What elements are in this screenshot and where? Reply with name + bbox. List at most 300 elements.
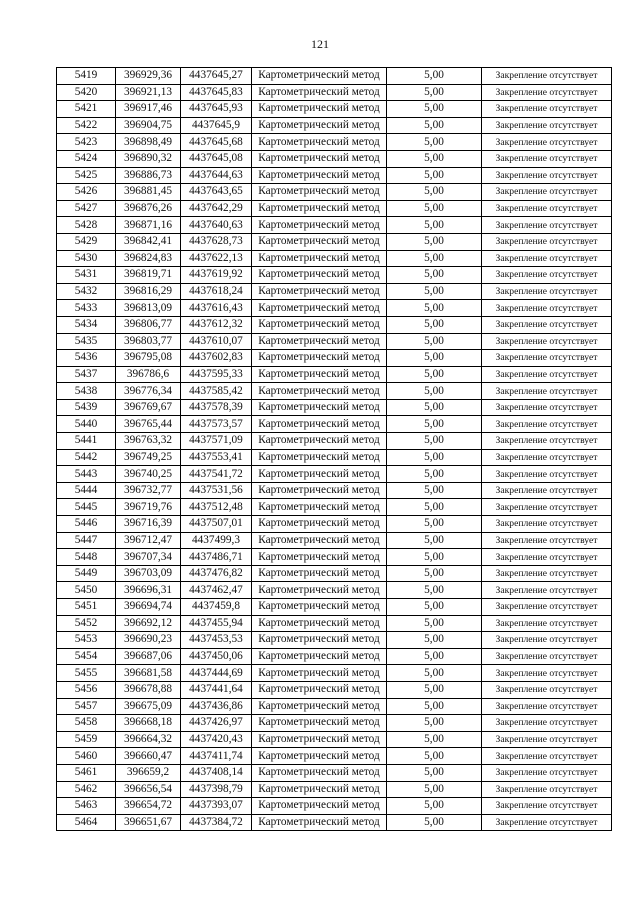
y-coordinate-cell: 4437441,64 <box>181 681 252 698</box>
table-row <box>57 516 612 533</box>
table-row <box>57 283 612 300</box>
method-cell: Картометрический метод <box>252 648 387 665</box>
y-coordinate-cell: 4437645,27 <box>181 68 252 85</box>
table-row <box>57 134 612 151</box>
point-number-cell: 5437 <box>57 366 116 383</box>
point-number-cell: 5430 <box>57 250 116 267</box>
table-row <box>57 565 612 582</box>
point-number-cell: 5435 <box>57 333 116 350</box>
status-cell: Закрепление отсутствует <box>482 167 612 184</box>
x-coordinate-cell: 396786,6 <box>116 366 181 383</box>
y-coordinate-cell: 4437499,3 <box>181 532 252 549</box>
x-coordinate-cell: 396819,71 <box>116 267 181 284</box>
table-row <box>57 300 612 317</box>
point-number-cell: 5448 <box>57 549 116 566</box>
method-cell: Картометрический метод <box>252 615 387 632</box>
status-cell: Закрепление отсутствует <box>482 798 612 815</box>
y-coordinate-cell: 4437444,69 <box>181 665 252 682</box>
status-cell: Закрепление отсутствует <box>482 499 612 516</box>
method-cell: Картометрический метод <box>252 267 387 284</box>
x-coordinate-cell: 396803,77 <box>116 333 181 350</box>
method-cell: Картометрический метод <box>252 101 387 118</box>
y-coordinate-cell: 4437610,07 <box>181 333 252 350</box>
accuracy-cell: 5,00 <box>387 599 482 616</box>
y-coordinate-cell: 4437628,73 <box>181 233 252 250</box>
accuracy-cell: 5,00 <box>387 316 482 333</box>
y-coordinate-cell: 4437398,79 <box>181 781 252 798</box>
status-cell: Закрепление отсутствует <box>482 84 612 101</box>
status-cell: Закрепление отсутствует <box>482 516 612 533</box>
x-coordinate-cell: 396917,46 <box>116 101 181 118</box>
method-cell: Картометрический метод <box>252 781 387 798</box>
x-coordinate-cell: 396813,09 <box>116 300 181 317</box>
y-coordinate-cell: 4437455,94 <box>181 615 252 632</box>
method-cell: Картометрический метод <box>252 366 387 383</box>
method-cell: Картометрический метод <box>252 383 387 400</box>
x-coordinate-cell: 396696,31 <box>116 582 181 599</box>
y-coordinate-cell: 4437585,42 <box>181 383 252 400</box>
y-coordinate-cell: 4437573,57 <box>181 416 252 433</box>
x-coordinate-cell: 396675,09 <box>116 698 181 715</box>
x-coordinate-cell: 396929,36 <box>116 68 181 85</box>
status-cell: Закрепление отсутствует <box>482 117 612 134</box>
y-coordinate-cell: 4437507,01 <box>181 516 252 533</box>
x-coordinate-cell: 396664,32 <box>116 731 181 748</box>
method-cell: Картометрический метод <box>252 433 387 450</box>
point-number-cell: 5447 <box>57 532 116 549</box>
status-cell: Закрепление отсутствует <box>482 350 612 367</box>
accuracy-cell: 5,00 <box>387 731 482 748</box>
table-row <box>57 117 612 134</box>
accuracy-cell: 5,00 <box>387 68 482 85</box>
status-cell: Закрепление отсутствует <box>482 316 612 333</box>
status-cell: Закрепление отсутствует <box>482 300 612 317</box>
table-row <box>57 499 612 516</box>
table-row <box>57 549 612 566</box>
x-coordinate-cell: 396876,26 <box>116 200 181 217</box>
method-cell: Картометрический метод <box>252 665 387 682</box>
x-coordinate-cell: 396703,09 <box>116 565 181 582</box>
status-cell: Закрепление отсутствует <box>482 433 612 450</box>
x-coordinate-cell: 396890,32 <box>116 150 181 167</box>
accuracy-cell: 5,00 <box>387 267 482 284</box>
accuracy-cell: 5,00 <box>387 648 482 665</box>
method-cell: Картометрический метод <box>252 150 387 167</box>
status-cell: Закрепление отсутствует <box>482 582 612 599</box>
y-coordinate-cell: 4437645,93 <box>181 101 252 118</box>
accuracy-cell: 5,00 <box>387 250 482 267</box>
page-number: 121 <box>311 37 329 51</box>
status-cell: Закрепление отсутствует <box>482 333 612 350</box>
y-coordinate-cell: 4437553,41 <box>181 449 252 466</box>
accuracy-cell: 5,00 <box>387 798 482 815</box>
table-row <box>57 233 612 250</box>
accuracy-cell: 5,00 <box>387 715 482 732</box>
method-cell: Картометрический метод <box>252 731 387 748</box>
y-coordinate-cell: 4437645,9 <box>181 117 252 134</box>
table-row <box>57 615 612 632</box>
status-cell: Закрепление отсутствует <box>482 482 612 499</box>
point-number-cell: 5457 <box>57 698 116 715</box>
accuracy-cell: 5,00 <box>387 150 482 167</box>
x-coordinate-cell: 396716,39 <box>116 516 181 533</box>
x-coordinate-cell: 396719,76 <box>116 499 181 516</box>
y-coordinate-cell: 4437459,8 <box>181 599 252 616</box>
x-coordinate-cell: 396806,77 <box>116 316 181 333</box>
method-cell: Картометрический метод <box>252 449 387 466</box>
y-coordinate-cell: 4437645,08 <box>181 150 252 167</box>
point-number-cell: 5455 <box>57 665 116 682</box>
y-coordinate-cell: 4437436,86 <box>181 698 252 715</box>
x-coordinate-cell: 396749,25 <box>116 449 181 466</box>
x-coordinate-cell: 396707,34 <box>116 549 181 566</box>
table-row <box>57 798 612 815</box>
y-coordinate-cell: 4437618,24 <box>181 283 252 300</box>
method-cell: Картометрический метод <box>252 399 387 416</box>
method-cell: Картометрический метод <box>252 632 387 649</box>
method-cell: Картометрический метод <box>252 217 387 234</box>
point-number-cell: 5456 <box>57 681 116 698</box>
x-coordinate-cell: 396651,67 <box>116 814 181 831</box>
point-number-cell: 5454 <box>57 648 116 665</box>
method-cell: Картометрический метод <box>252 466 387 483</box>
point-number-cell: 5451 <box>57 599 116 616</box>
accuracy-cell: 5,00 <box>387 764 482 781</box>
y-coordinate-cell: 4437462,47 <box>181 582 252 599</box>
method-cell: Картометрический метод <box>252 333 387 350</box>
accuracy-cell: 5,00 <box>387 615 482 632</box>
table-row <box>57 250 612 267</box>
accuracy-cell: 5,00 <box>387 549 482 566</box>
method-cell: Картометрический метод <box>252 715 387 732</box>
status-cell: Закрепление отсутствует <box>482 781 612 798</box>
status-cell: Закрепление отсутствует <box>482 648 612 665</box>
table-row <box>57 267 612 284</box>
y-coordinate-cell: 4437393,07 <box>181 798 252 815</box>
method-cell: Картометрический метод <box>252 117 387 134</box>
table-row <box>57 648 612 665</box>
point-number-cell: 5426 <box>57 184 116 201</box>
status-cell: Закрепление отсутствует <box>482 383 612 400</box>
status-cell: Закрепление отсутствует <box>482 549 612 566</box>
y-coordinate-cell: 4437642,29 <box>181 200 252 217</box>
accuracy-cell: 5,00 <box>387 532 482 549</box>
status-cell: Закрепление отсутствует <box>482 150 612 167</box>
table-row <box>57 632 612 649</box>
x-coordinate-cell: 396776,34 <box>116 383 181 400</box>
method-cell: Картометрический метод <box>252 84 387 101</box>
point-number-cell: 5423 <box>57 134 116 151</box>
x-coordinate-cell: 396660,47 <box>116 748 181 765</box>
method-cell: Картометрический метод <box>252 134 387 151</box>
table-row <box>57 84 612 101</box>
y-coordinate-cell: 4437411,74 <box>181 748 252 765</box>
table-row <box>57 217 612 234</box>
table-row <box>57 433 612 450</box>
status-cell: Закрепление отсутствует <box>482 731 612 748</box>
table-row <box>57 333 612 350</box>
accuracy-cell: 5,00 <box>387 366 482 383</box>
x-coordinate-cell: 396765,44 <box>116 416 181 433</box>
y-coordinate-cell: 4437602,83 <box>181 350 252 367</box>
point-number-cell: 5446 <box>57 516 116 533</box>
status-cell: Закрепление отсутствует <box>482 267 612 284</box>
method-cell: Картометрический метод <box>252 599 387 616</box>
x-coordinate-cell: 396692,12 <box>116 615 181 632</box>
accuracy-cell: 5,00 <box>387 433 482 450</box>
point-number-cell: 5458 <box>57 715 116 732</box>
point-number-cell: 5443 <box>57 466 116 483</box>
point-number-cell: 5419 <box>57 68 116 85</box>
accuracy-cell: 5,00 <box>387 283 482 300</box>
method-cell: Картометрический метод <box>252 184 387 201</box>
table-row <box>57 416 612 433</box>
method-cell: Картометрический метод <box>252 316 387 333</box>
x-coordinate-cell: 396712,47 <box>116 532 181 549</box>
table-body <box>57 68 612 831</box>
x-coordinate-cell: 396656,54 <box>116 781 181 798</box>
accuracy-cell: 5,00 <box>387 101 482 118</box>
status-cell: Закрепление отсутствует <box>482 200 612 217</box>
accuracy-cell: 5,00 <box>387 217 482 234</box>
accuracy-cell: 5,00 <box>387 516 482 533</box>
status-cell: Закрепление отсутствует <box>482 283 612 300</box>
point-number-cell: 5445 <box>57 499 116 516</box>
method-cell: Картометрический метод <box>252 499 387 516</box>
status-cell: Закрепление отсутствует <box>482 68 612 85</box>
table-row <box>57 200 612 217</box>
table-row <box>57 101 612 118</box>
point-number-cell: 5428 <box>57 217 116 234</box>
point-number-cell: 5444 <box>57 482 116 499</box>
table-row <box>57 399 612 416</box>
x-coordinate-cell: 396881,45 <box>116 184 181 201</box>
y-coordinate-cell: 4437450,06 <box>181 648 252 665</box>
accuracy-cell: 5,00 <box>387 300 482 317</box>
status-cell: Закрепление отсутствует <box>482 233 612 250</box>
status-cell: Закрепление отсутствует <box>482 698 612 715</box>
accuracy-cell: 5,00 <box>387 565 482 582</box>
y-coordinate-cell: 4437420,43 <box>181 731 252 748</box>
point-number-cell: 5442 <box>57 449 116 466</box>
y-coordinate-cell: 4437512,48 <box>181 499 252 516</box>
accuracy-cell: 5,00 <box>387 333 482 350</box>
method-cell: Картометрический метод <box>252 582 387 599</box>
x-coordinate-cell: 396659,2 <box>116 764 181 781</box>
point-number-cell: 5462 <box>57 781 116 798</box>
accuracy-cell: 5,00 <box>387 748 482 765</box>
x-coordinate-cell: 396681,58 <box>116 665 181 682</box>
accuracy-cell: 5,00 <box>387 134 482 151</box>
x-coordinate-cell: 396921,13 <box>116 84 181 101</box>
y-coordinate-cell: 4437622,13 <box>181 250 252 267</box>
y-coordinate-cell: 4437408,14 <box>181 764 252 781</box>
point-number-cell: 5427 <box>57 200 116 217</box>
point-number-cell: 5422 <box>57 117 116 134</box>
accuracy-cell: 5,00 <box>387 184 482 201</box>
method-cell: Картометрический метод <box>252 233 387 250</box>
y-coordinate-cell: 4437476,82 <box>181 565 252 582</box>
x-coordinate-cell: 396898,49 <box>116 134 181 151</box>
status-cell: Закрепление отсутствует <box>482 681 612 698</box>
y-coordinate-cell: 4437640,63 <box>181 217 252 234</box>
x-coordinate-cell: 396816,29 <box>116 283 181 300</box>
method-cell: Картометрический метод <box>252 68 387 85</box>
table-row <box>57 184 612 201</box>
accuracy-cell: 5,00 <box>387 449 482 466</box>
y-coordinate-cell: 4437384,72 <box>181 814 252 831</box>
table-row <box>57 748 612 765</box>
accuracy-cell: 5,00 <box>387 167 482 184</box>
y-coordinate-cell: 4437486,71 <box>181 549 252 566</box>
table-row <box>57 150 612 167</box>
x-coordinate-cell: 396824,83 <box>116 250 181 267</box>
table-row <box>57 350 612 367</box>
y-coordinate-cell: 4437644,63 <box>181 167 252 184</box>
table-row <box>57 366 612 383</box>
table-row <box>57 599 612 616</box>
coordinates-table <box>56 67 612 831</box>
status-cell: Закрепление отсутствует <box>482 466 612 483</box>
table-row <box>57 681 612 698</box>
accuracy-cell: 5,00 <box>387 200 482 217</box>
point-number-cell: 5421 <box>57 101 116 118</box>
accuracy-cell: 5,00 <box>387 383 482 400</box>
point-number-cell: 5431 <box>57 267 116 284</box>
point-number-cell: 5420 <box>57 84 116 101</box>
y-coordinate-cell: 4437645,68 <box>181 134 252 151</box>
method-cell: Картометрический метод <box>252 532 387 549</box>
accuracy-cell: 5,00 <box>387 814 482 831</box>
status-cell: Закрепление отсутствует <box>482 416 612 433</box>
accuracy-cell: 5,00 <box>387 781 482 798</box>
status-cell: Закрепление отсутствует <box>482 134 612 151</box>
accuracy-cell: 5,00 <box>387 499 482 516</box>
method-cell: Картометрический метод <box>252 814 387 831</box>
y-coordinate-cell: 4437531,56 <box>181 482 252 499</box>
point-number-cell: 5463 <box>57 798 116 815</box>
method-cell: Картометрический метод <box>252 764 387 781</box>
point-number-cell: 5429 <box>57 233 116 250</box>
method-cell: Картометрический метод <box>252 416 387 433</box>
y-coordinate-cell: 4437541,72 <box>181 466 252 483</box>
point-number-cell: 5439 <box>57 399 116 416</box>
method-cell: Картометрический метод <box>252 748 387 765</box>
status-cell: Закрепление отсутствует <box>482 814 612 831</box>
y-coordinate-cell: 4437616,43 <box>181 300 252 317</box>
method-cell: Картометрический метод <box>252 516 387 533</box>
x-coordinate-cell: 396795,08 <box>116 350 181 367</box>
table-row <box>57 814 612 831</box>
y-coordinate-cell: 4437426,97 <box>181 715 252 732</box>
point-number-cell: 5434 <box>57 316 116 333</box>
table-row <box>57 582 612 599</box>
status-cell: Закрепление отсутствует <box>482 665 612 682</box>
accuracy-cell: 5,00 <box>387 665 482 682</box>
status-cell: Закрепление отсутствует <box>482 764 612 781</box>
method-cell: Картометрический метод <box>252 681 387 698</box>
y-coordinate-cell: 4437619,92 <box>181 267 252 284</box>
accuracy-cell: 5,00 <box>387 84 482 101</box>
status-cell: Закрепление отсутствует <box>482 217 612 234</box>
x-coordinate-cell: 396886,73 <box>116 167 181 184</box>
method-cell: Картометрический метод <box>252 798 387 815</box>
method-cell: Картометрический метод <box>252 549 387 566</box>
point-number-cell: 5449 <box>57 565 116 582</box>
status-cell: Закрепление отсутствует <box>482 366 612 383</box>
point-number-cell: 5459 <box>57 731 116 748</box>
point-number-cell: 5438 <box>57 383 116 400</box>
point-number-cell: 5460 <box>57 748 116 765</box>
x-coordinate-cell: 396687,06 <box>116 648 181 665</box>
table-row <box>57 781 612 798</box>
x-coordinate-cell: 396732,77 <box>116 482 181 499</box>
table-row <box>57 316 612 333</box>
y-coordinate-cell: 4437612,32 <box>181 316 252 333</box>
point-number-cell: 5433 <box>57 300 116 317</box>
y-coordinate-cell: 4437645,83 <box>181 84 252 101</box>
status-cell: Закрепление отсутствует <box>482 748 612 765</box>
accuracy-cell: 5,00 <box>387 632 482 649</box>
accuracy-cell: 5,00 <box>387 399 482 416</box>
point-number-cell: 5436 <box>57 350 116 367</box>
table-row <box>57 449 612 466</box>
x-coordinate-cell: 396871,16 <box>116 217 181 234</box>
accuracy-cell: 5,00 <box>387 681 482 698</box>
method-cell: Картометрический метод <box>252 300 387 317</box>
status-cell: Закрепление отсутствует <box>482 184 612 201</box>
point-number-cell: 5424 <box>57 150 116 167</box>
status-cell: Закрепление отсутствует <box>482 449 612 466</box>
accuracy-cell: 5,00 <box>387 482 482 499</box>
method-cell: Картометрический метод <box>252 482 387 499</box>
table-row <box>57 383 612 400</box>
x-coordinate-cell: 396842,41 <box>116 233 181 250</box>
accuracy-cell: 5,00 <box>387 416 482 433</box>
x-coordinate-cell: 396668,18 <box>116 715 181 732</box>
y-coordinate-cell: 4437453,53 <box>181 632 252 649</box>
status-cell: Закрепление отсутствует <box>482 101 612 118</box>
table-row <box>57 715 612 732</box>
y-coordinate-cell: 4437571,09 <box>181 433 252 450</box>
table-row <box>57 532 612 549</box>
table-row <box>57 698 612 715</box>
status-cell: Закрепление отсутствует <box>482 599 612 616</box>
x-coordinate-cell: 396769,67 <box>116 399 181 416</box>
accuracy-cell: 5,00 <box>387 582 482 599</box>
table-row <box>57 466 612 483</box>
method-cell: Картометрический метод <box>252 350 387 367</box>
table-row <box>57 167 612 184</box>
x-coordinate-cell: 396678,88 <box>116 681 181 698</box>
y-coordinate-cell: 4437578,39 <box>181 399 252 416</box>
x-coordinate-cell: 396740,25 <box>116 466 181 483</box>
point-number-cell: 5464 <box>57 814 116 831</box>
method-cell: Картометрический метод <box>252 283 387 300</box>
table-row <box>57 482 612 499</box>
table-row <box>57 665 612 682</box>
point-number-cell: 5461 <box>57 764 116 781</box>
point-number-cell: 5440 <box>57 416 116 433</box>
accuracy-cell: 5,00 <box>387 350 482 367</box>
point-number-cell: 5452 <box>57 615 116 632</box>
x-coordinate-cell: 396690,23 <box>116 632 181 649</box>
accuracy-cell: 5,00 <box>387 466 482 483</box>
status-cell: Закрепление отсутствует <box>482 632 612 649</box>
status-cell: Закрепление отсутствует <box>482 715 612 732</box>
accuracy-cell: 5,00 <box>387 233 482 250</box>
point-number-cell: 5441 <box>57 433 116 450</box>
